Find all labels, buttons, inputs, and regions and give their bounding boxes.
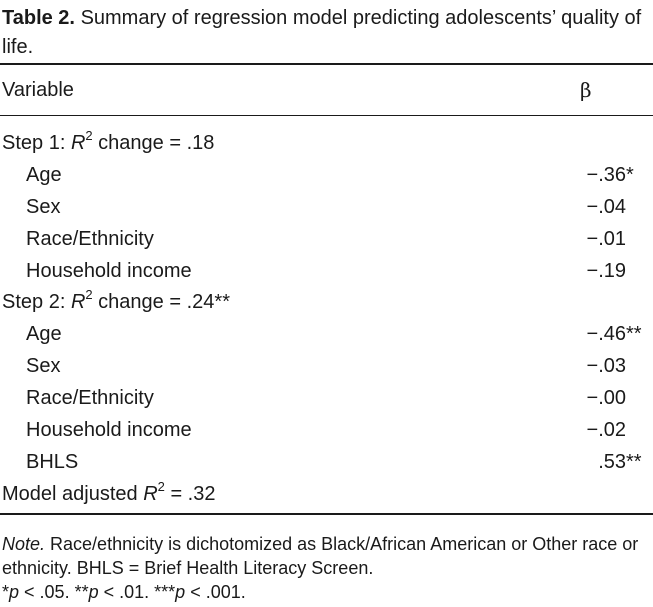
note-text: Race/ethnicity is dichotomized as Black/African American or Other race or ethnicity. BHLS = Brief Health Literacy Screen. xyxy=(2,534,639,578)
header-row xyxy=(0,74,653,106)
header-rule xyxy=(0,115,653,116)
table-row: Household income −.19 xyxy=(0,255,653,287)
beta-value: .53** xyxy=(598,451,642,473)
step-1-label: Step 1: $R^2$ change = .18 xyxy=(2,128,215,154)
model-row xyxy=(0,478,653,510)
table-caption xyxy=(2,4,650,62)
table-row: Age −.46** xyxy=(0,318,653,350)
table-row: Race/Ethnicity −.01 xyxy=(0,223,653,255)
beta-value: −.03 xyxy=(586,355,626,377)
step-1-row xyxy=(0,127,653,159)
bottom-rule xyxy=(0,513,653,515)
table-row: Race/Ethnicity −.00 xyxy=(0,382,653,414)
beta-value: −.02 xyxy=(586,419,626,441)
beta-value: −.04 xyxy=(586,196,626,218)
beta-value: −.19 xyxy=(586,260,626,282)
beta-value: −.00 xyxy=(586,387,626,409)
note-label: Note. xyxy=(2,534,46,554)
significance-legend: *p < .05. **p < .01. ***p < .001. xyxy=(2,582,246,602)
beta-value: −.01 xyxy=(586,228,626,250)
top-rule xyxy=(0,63,653,65)
beta-value: −.46** xyxy=(586,323,642,345)
model-label: Model adjusted $R^2 = .32$ xyxy=(2,479,216,505)
table-row: Age −.36* xyxy=(0,159,653,191)
table-row: Household income −.02 xyxy=(0,414,653,446)
caption-text: Summary of regression model predicting adolescents’ quality of life. xyxy=(2,7,642,58)
table-row: BHLS .53** xyxy=(0,446,653,478)
table-row: Sex −.03 xyxy=(0,350,653,382)
table-row: Sex −.04 xyxy=(0,191,653,223)
table-note xyxy=(2,532,650,604)
beta-value: −.36* xyxy=(586,164,634,186)
header-variable: Variable xyxy=(2,79,74,101)
step-2-row xyxy=(0,286,653,318)
caption-label: Table 2. xyxy=(2,7,75,29)
step-2-label: Step 2: $R^2$ change = .24** xyxy=(2,287,230,313)
header-beta: β xyxy=(580,78,592,102)
